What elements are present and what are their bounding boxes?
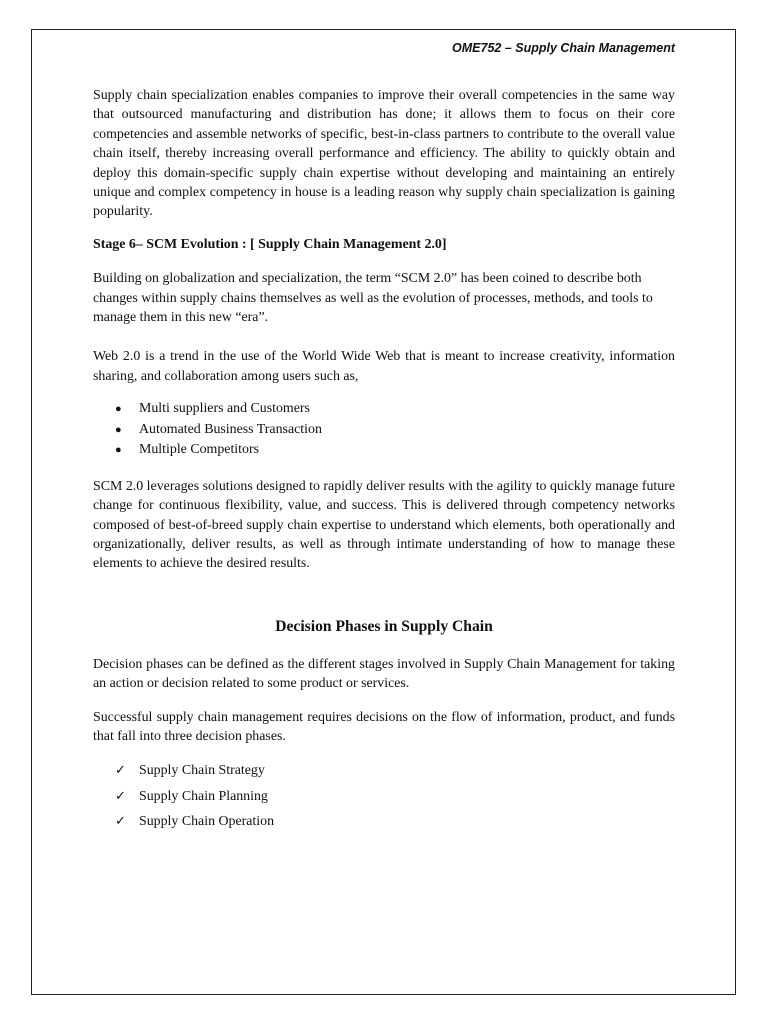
paragraph-decision-definition: Decision phases can be defined as the different stages involved in Supply Chain Management for taking an action or decision related to some product or services. xyxy=(93,656,675,692)
decision-phase-list xyxy=(93,761,675,838)
checkmark-icon: ✓ xyxy=(115,814,126,830)
checkmark-icon: ✓ xyxy=(115,788,126,804)
list-item xyxy=(93,761,675,787)
section-title: Decision Phases in Supply Chain xyxy=(275,617,493,635)
bullet-icon: ● xyxy=(115,444,122,457)
list-item xyxy=(93,420,675,441)
paragraph-specialization: Supply chain specialization enables companies to improve their overall competencies in the same way that outsourced manufacturing and distribution has done; it allows them to focus on their core competencies and assemble networks of specific, best-in-class partners to contribute to the overall value chain itself, thereby increasing overall performance and efficiency. The ability to quickly obtain and deploy this domain-specific supply chain expertise without developing and maintaining an entirely unique and complex competency in house is a leading reason why supply chain specialization is gaining popularity. xyxy=(93,88,675,220)
list-item xyxy=(93,399,675,420)
running-header: OME752 – Supply Chain Management xyxy=(452,41,675,55)
paragraph-scm-leverages: SCM 2.0 leverages solutions designed to rapidly deliver results with the agility to quickly manage future change for continuous flexibility, value, and success. This is delivered through competency networks composed of best-of-breed supply chain expertise to understand which elements, both operationally and organizationally, deliver results, as well as through intimate understanding of how to manage these elements to achieve the desired results. xyxy=(93,478,675,572)
list-item-text: Supply Chain Strategy xyxy=(139,763,265,779)
list-item-text: Multi suppliers and Customers xyxy=(139,401,310,417)
paragraph-decision-flow: Successful supply chain management requires decisions on the flow of information, product, and funds that fall into three decision phases. xyxy=(93,709,675,745)
paragraph-web-2-0: Web 2.0 is a trend in the use of the World Wide Web that is meant to increase creativity, information sharing, and collaboration among users such as, xyxy=(93,349,675,384)
list-item xyxy=(93,787,675,813)
list-item-text: Multiple Competitors xyxy=(139,442,259,458)
stage-heading: Stage 6– SCM Evolution : [ Supply Chain Management 2.0] xyxy=(93,236,447,252)
document-body xyxy=(93,86,675,838)
bullet-list xyxy=(93,399,675,461)
list-item-text: Supply Chain Planning xyxy=(139,788,268,804)
checkmark-icon: ✓ xyxy=(115,763,126,779)
paragraph-scm-2-0: Building on globalization and specialization, the term “SCM 2.0” has been coined to describe both changes within supply chains themselves as well as the evolution of processes, methods, and tools to manage them in this new “era”. xyxy=(93,271,653,326)
bullet-icon: ● xyxy=(115,423,122,436)
list-item-text: Automated Business Transaction xyxy=(139,421,322,437)
list-item-text: Supply Chain Operation xyxy=(139,814,275,830)
bullet-icon: ● xyxy=(115,403,122,416)
list-item xyxy=(93,440,675,461)
list-item xyxy=(93,812,675,838)
